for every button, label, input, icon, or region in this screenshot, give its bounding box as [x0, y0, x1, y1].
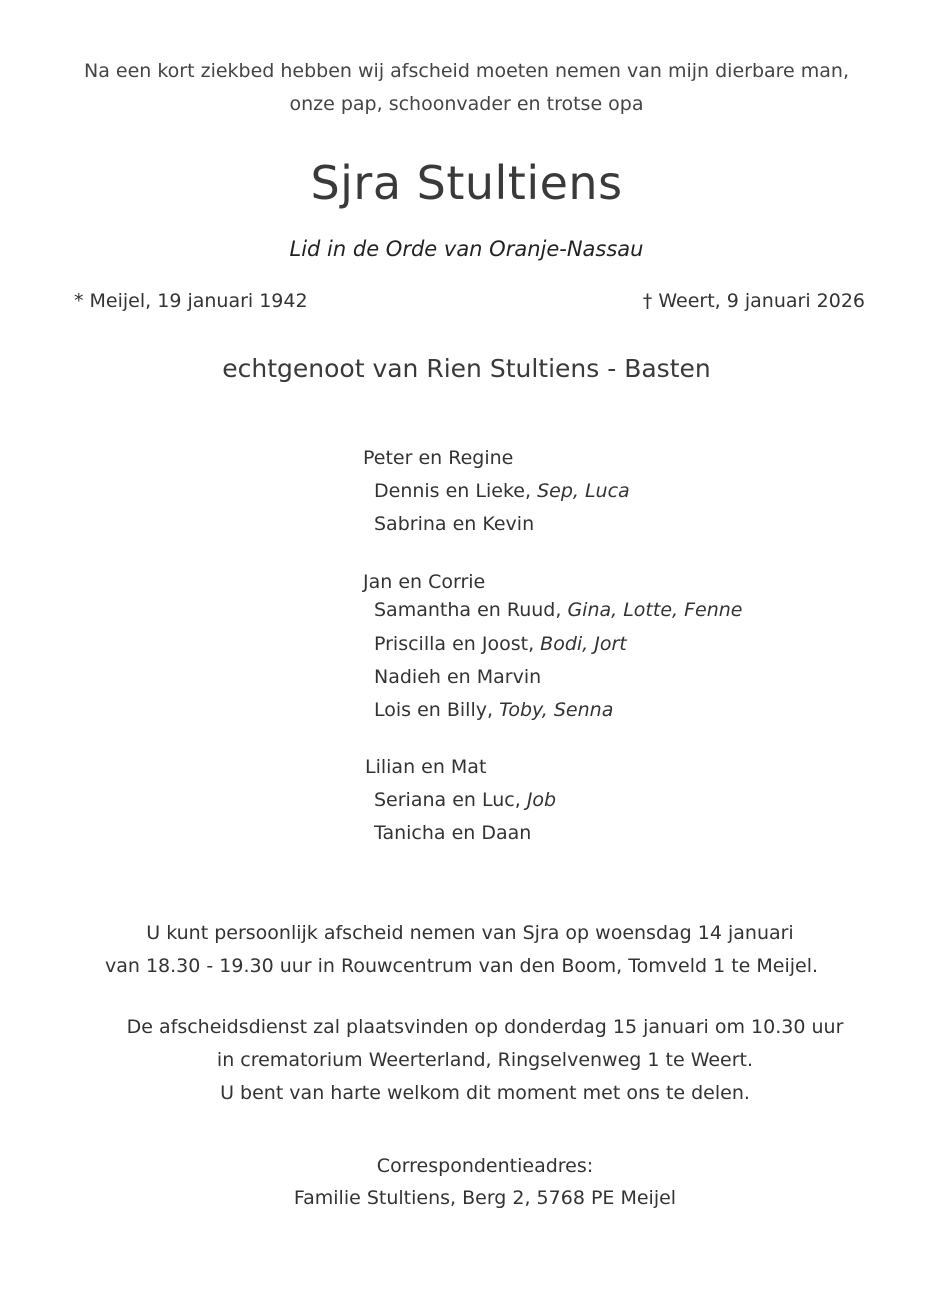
visitation-line-2: van 18.30 - 19.30 uur in Rouwcentrum van den Boom, Tomveld 1 te Meijel. [104, 955, 819, 977]
family-child-row [374, 819, 531, 847]
death-date: † Weert, 9 januari 2026 [642, 290, 865, 312]
child-couple: Dennis en Lieke [374, 480, 525, 502]
grandchildren-names: Bodi, Jort [540, 633, 627, 655]
correspondence-address: Familie Stultiens, Berg 2, 5768 PE Meijel [293, 1187, 677, 1209]
family-parents: Peter en Regine [363, 447, 514, 469]
service-line-1: De afscheidsdienst zal plaatsvinden op donderdag 15 januari om 10.30 uur [126, 1016, 844, 1038]
family-child-row: Dennis en Lieke, Sep, Luca [374, 480, 630, 502]
birth-date: * Meijel, 19 januari 1942 [74, 290, 308, 312]
intro-line-2: onze pap, schoonvader en trotse opa [289, 93, 644, 115]
family-child-row [374, 663, 541, 691]
child-couple: Priscilla en Joost [374, 633, 529, 655]
grandchildren-names: Toby, Senna [499, 699, 614, 721]
child-couple: Lois en Billy [374, 699, 487, 721]
child-couple: Tanicha en Daan [374, 822, 532, 844]
honor-line: Lid in de Orde van Oranje-Nassau [289, 237, 644, 261]
deceased-name: Sjra Stultiens [310, 156, 623, 210]
family-child-row [374, 510, 534, 538]
grandchildren-names: Job [526, 789, 557, 811]
visitation-line-1: U kunt persoonlijk afscheid nemen van Sjra op woensdag 14 januari [146, 922, 794, 944]
child-couple: Nadieh en Marvin [374, 666, 542, 688]
family-child-row: Lois en Billy, Toby, Senna [374, 699, 614, 721]
family-child-row: Seriana en Luc, Job [374, 789, 557, 811]
service-line-3: U bent van harte welkom dit moment met ons te delen. [220, 1082, 750, 1104]
child-couple: Samantha en Ruud [374, 599, 556, 621]
child-couple: Seriana en Luc [374, 789, 515, 811]
service-line-2: in crematorium Weerterland, Ringselvenweg 1 te Weert. [216, 1049, 754, 1071]
grandchildren-names: Sep, Luca [537, 480, 630, 502]
family-parents: Jan en Corrie [363, 571, 486, 593]
intro-line-1: Na een kort ziekbed hebben wij afscheid moeten nemen van mijn dierbare man, [83, 60, 850, 82]
spouse-line: echtgenoot van Rien Stultiens - Basten [222, 354, 711, 383]
family-child-row: Priscilla en Joost, Bodi, Jort [374, 633, 627, 655]
child-couple: Sabrina en Kevin [374, 513, 535, 535]
grandchildren-names: Gina, Lotte, Fenne [567, 599, 743, 621]
family-child-row: Samantha en Ruud, Gina, Lotte, Fenne [374, 599, 743, 621]
family-parents: Lilian en Mat [365, 756, 487, 778]
correspondence-label: Correspondentieadres: [376, 1155, 594, 1177]
